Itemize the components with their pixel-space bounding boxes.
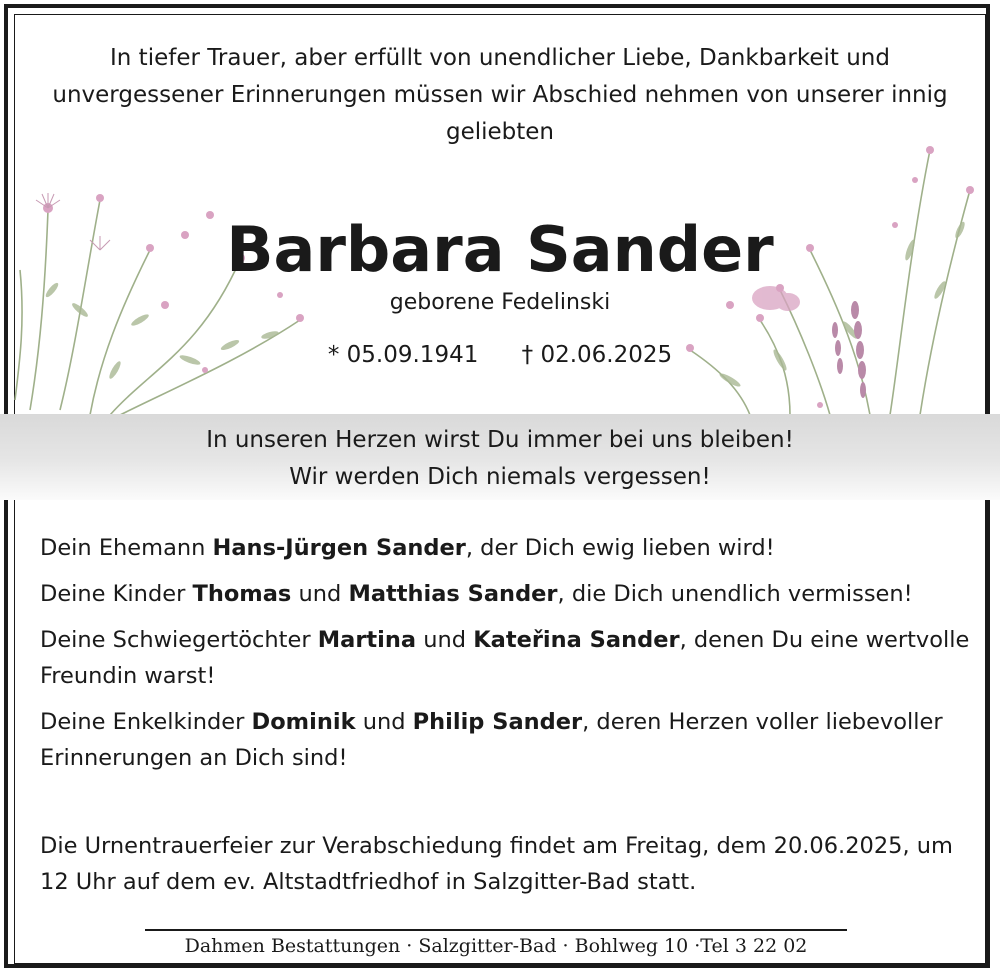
grandchild-name: Philip Sander [412,709,583,735]
child-name: Matthias Sander [348,581,558,607]
quote-line-1: In unseren Herzen wirst Du immer bei uns bleiben! [206,427,794,453]
ceremony-info: Die Urnentrauerfeier zur Verabschiedung findet am Freitag, dem 20.06.2025, um 12 Uhr auf dem ev. Altstadtfriedhof in Salzgitter-Bad statt. [40,833,953,895]
daughter-in-law-name: Martina [317,627,417,653]
death-date: † 02.06.2025 [521,342,673,368]
intro-text: In tiefer Trauer, aber erfüllt von unendlicher Liebe, Dankbarkeit und unvergessener Erinnerungen müssen wir Abschied nehmen von unserer innig geliebten [52,45,948,145]
family-line-grandchildren: Deine Enkelkinder Dominik und Philip Sander, deren Herzen voller liebevoller Erinnerungen an Dich sind! [40,709,943,771]
husband-name: Hans-Jürgen Sander [212,535,466,561]
child-name: Thomas [192,581,292,607]
funeral-home-footer: Dahmen Bestattungen · Salzgitter-Bad · Bohlweg 10 ·Tel 3 22 02 [184,935,808,957]
footer-divider [145,929,847,931]
daughter-in-law-name: Kateřina Sander [473,627,680,653]
grandchild-name: Dominik [251,709,356,735]
family-line-daughters-in-law: Deine Schwiegertöchter Martina und Kateřina Sander, denen Du eine wertvolle Freundin warst! [40,627,970,689]
life-dates [0,342,1000,368]
quote-band [0,414,1000,500]
quote-line-2: Wir werden Dich niemals vergessen! [289,464,711,490]
family-line-children: Deine Kinder Thomas und Matthias Sander, die Dich unendlich vermissen! [40,581,913,607]
family-line-husband: Dein Ehemann Hans-Jürgen Sander, der Dich ewig lieben wird! [40,535,775,561]
birth-date: * 05.09.1941 [327,342,479,368]
birth-name: geborene Fedelinski [389,290,611,315]
family-list [40,530,970,786]
deceased-name: Barbara Sander [226,213,774,286]
